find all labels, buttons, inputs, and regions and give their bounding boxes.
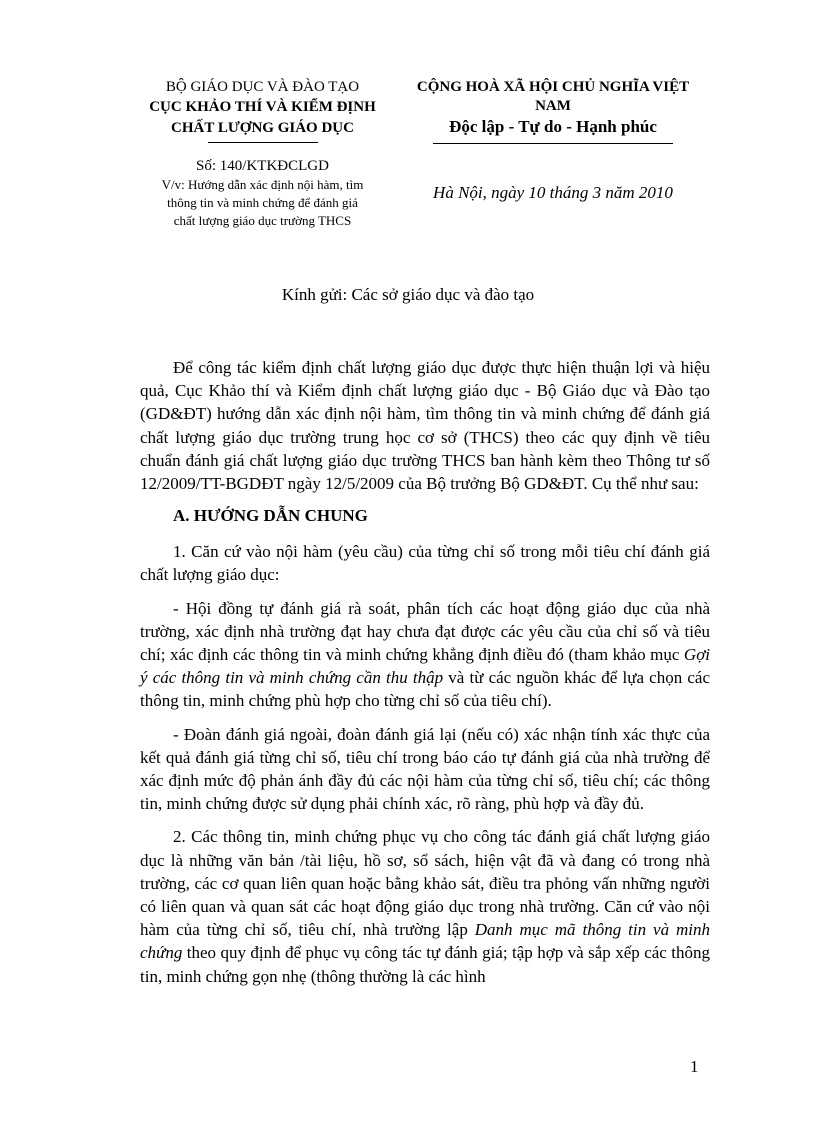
republic-name: CỘNG HOÀ XÃ HỘI CHỦ NGHĨA VIỆT NAM [416,79,690,114]
item-2-text-end: theo quy định để phục vụ công tác tự đánh giá; tập hợp và sắp xếp các thông tin, minh chứng gọn nhẹ (thông thường là các hình [140,943,710,986]
recipient-line: Kính gửi: Các sở giáo dục và đào tạo [281,285,535,304]
subject-line-1: V/v: Hướng dẫn xác định nội hàm, tìm [161,177,364,192]
item-1a-italic-reference: Gợi ý các thông tin và minh chứng cần thu thập [140,645,710,688]
subject-line-2: thông tin và minh chứng để đánh giá [167,195,358,210]
item-2-italic-reference: Danh mục mã thông tin và minh chứng [140,920,711,963]
national-header [398,78,708,144]
item-1a-paragraph [140,597,710,713]
item-2-text-start: 2. Các thông tin, minh chứng phục vụ cho công tác đánh giá chất lượng giáo dục là những văn bản /tài liệu, hồ sơ, sổ sách, hiện vật đã và đang có trong nhà trường, các cơ quan liên quan hoặc bằng khảo sát, điều tra phỏng vấn những người có liên quan và quan sát các hoạt động giáo dục trong nhà trường. Căn cứ vào nội hàm của từng chỉ số, tiêu chí, nhà trường lập [140,827,710,940]
issuer-underline [208,142,318,143]
section-a-heading: A. HƯỚNG DẪN CHUNG [173,506,368,526]
item-1-paragraph: 1. Căn cứ vào nội hàm (yêu cầu) của từng chỉ số trong mỗi tiêu chí đánh giá chất lượng giáo dục: [140,542,710,585]
ministry-name: BỘ GIÁO DỤC VÀ ĐÀO TẠO [165,79,360,95]
motto-underline [433,143,673,144]
document-body [140,356,710,988]
document-number: Số: 140/KTKĐCLGD [196,158,329,174]
subject-line-3: chất lượng giáo dục trường THCS [173,213,352,228]
page-number: 1 [690,1057,699,1076]
item-1b-paragraph: - Đoàn đánh giá ngoài, đoàn đánh giá lại (nếu có) xác nhận tính xác thực của kết quả đánh giá từng chỉ số, tiêu chí trong báo cáo tự đánh giá của nhà trường để xác định mức độ phản ánh đầy đủ các nội hàm của từng chỉ số, tiêu chí; các thông tin, minh chứng được sử dụng phải chính xác, rõ ràng, phù hợp và đầy đủ. [140,724,710,814]
item-1a-text-end: và từ các nguồn khác để lựa chọn các thông tin, minh chứng phù hợp cho từng chỉ số của tiêu chí). [140,668,710,711]
department-name-line1: CỤC KHẢO THÍ VÀ KIỂM ĐỊNH [149,99,376,115]
issue-date: Hà Nội, ngày 10 tháng 3 năm 2010 [433,183,673,202]
intro-paragraph: Để công tác kiểm định chất lượng giáo dục được thực hiện thuận lợi và hiệu quả, Cục Khảo thí và Kiểm định chất lượng giáo dục - Bộ Giáo dục và Đào tạo (GD&ĐT) hướng dẫn xác định nội hàm, tìm thông tin và minh chứng để đánh giá chất lượng giáo dục trường trung học cơ sở (THCS) theo các quy định về tiêu chuẩn đánh giá chất lượng giáo dục trường THCS ban hành kèm theo Thông tư số 12/2009/TT-BGDĐT ngày 12/5/2009 của Bộ trưởng Bộ GD&ĐT. Cụ thể như sau: [140,358,710,494]
issuer-block [140,78,385,229]
item-2-paragraph [140,825,710,987]
item-1a-text-start: - Hội đồng tự đánh giá rà soát, phân tích các hoạt động giáo dục của nhà trường, xác định nhà trường đạt hay chưa đạt được các yêu cầu của chỉ số và tiêu chí; xác định các thông tin và minh chứng khẳng định điều đó (tham khảo mục [140,598,710,665]
national-motto: Độc lập - Tự do - Hạnh phúc [449,117,657,136]
department-name-line2: CHẤT LƯỢNG GIÁO DỤC [171,120,354,136]
